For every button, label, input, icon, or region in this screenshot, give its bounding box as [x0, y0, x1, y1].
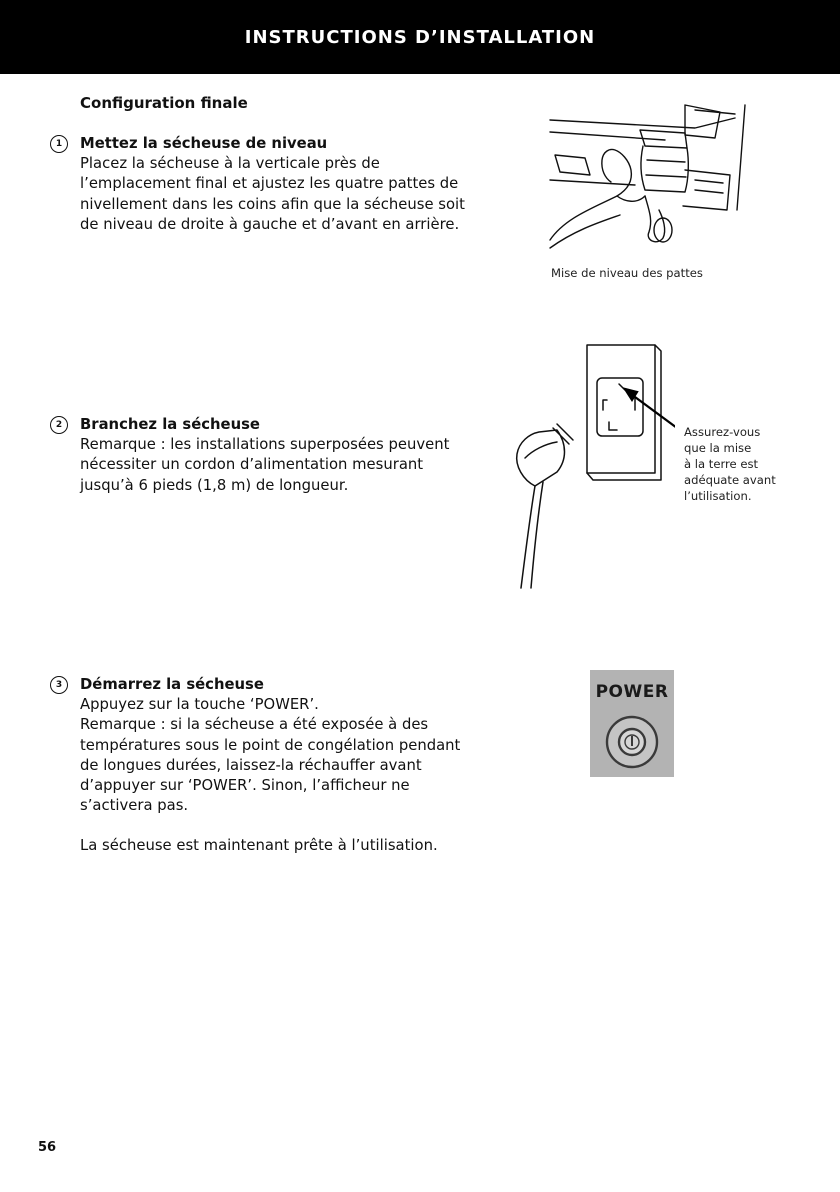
step-1-line: Placez la sécheuse à la verticale près de	[80, 155, 380, 173]
step-3-title: Démarrez la sécheuse	[80, 676, 264, 693]
step-3-line: d’appuyer sur ‘POWER’. Sinon, l’afficheur ne	[80, 777, 410, 795]
step-3-line: de longues durées, laissez-la réchauffer avant	[80, 756, 422, 774]
step-2	[50, 415, 500, 496]
ground-callout-line: que la mise	[684, 441, 752, 455]
step-number-1: 1	[50, 135, 68, 153]
power-icon	[604, 714, 660, 770]
step-1	[50, 134, 500, 235]
ground-callout-line: adéquate avant	[684, 473, 776, 487]
paragraph-spacer	[80, 816, 500, 836]
power-label: POWER	[595, 682, 669, 702]
ground-callout-line: Assurez-vous	[684, 425, 761, 439]
step-3	[50, 675, 500, 857]
ground-callout	[684, 424, 776, 504]
step-3-line: Remarque : si la sécheuse a été exposée à des	[80, 716, 429, 734]
step-2-line: jusqu’à 6 pieds (1,8 m) de longueur.	[80, 476, 349, 494]
step-2-title: Branchez la sécheuse	[80, 416, 260, 433]
step-3-line: températures sous le point de congélation pendant	[80, 736, 461, 754]
step-2-body	[80, 415, 500, 496]
power-button-illustration	[590, 670, 674, 777]
step-number-2: 2	[50, 416, 68, 434]
step-1-line: de niveau de droite à gauche et d’avant en arrière.	[80, 215, 460, 233]
section-title: Configuration finale	[80, 94, 248, 112]
step-3-line: s’activera pas.	[80, 797, 189, 815]
step-number-3: 3	[50, 676, 68, 694]
page-title: INSTRUCTIONS D’INSTALLATION	[244, 26, 596, 48]
step-3-final-line: La sécheuse est maintenant prête à l’utilisation.	[80, 837, 438, 855]
step-1-title: Mettez la sécheuse de niveau	[80, 135, 328, 152]
page-number: 56	[38, 1140, 57, 1155]
ground-callout-line: à la terre est	[684, 457, 759, 471]
step-2-line: Remarque : les installations superposées peuvent	[80, 436, 450, 454]
step-3-body	[80, 675, 500, 857]
leveling-caption: Mise de niveau des pattes	[551, 266, 703, 280]
leveling-legs-illustration	[545, 100, 760, 250]
step-1-line: nivellement dans les coins afin que la sécheuse soit	[80, 195, 465, 213]
page-header	[0, 0, 840, 74]
step-2-line: nécessiter un cordon d’alimentation mesurant	[80, 456, 424, 474]
ground-callout-line: l’utilisation.	[684, 489, 752, 503]
step-1-body	[80, 134, 500, 235]
outlet-plug-illustration	[505, 340, 675, 595]
step-1-line: l’emplacement final et ajustez les quatre pattes de	[80, 175, 459, 193]
step-3-line: Appuyez sur la touche ‘POWER’.	[80, 696, 319, 714]
